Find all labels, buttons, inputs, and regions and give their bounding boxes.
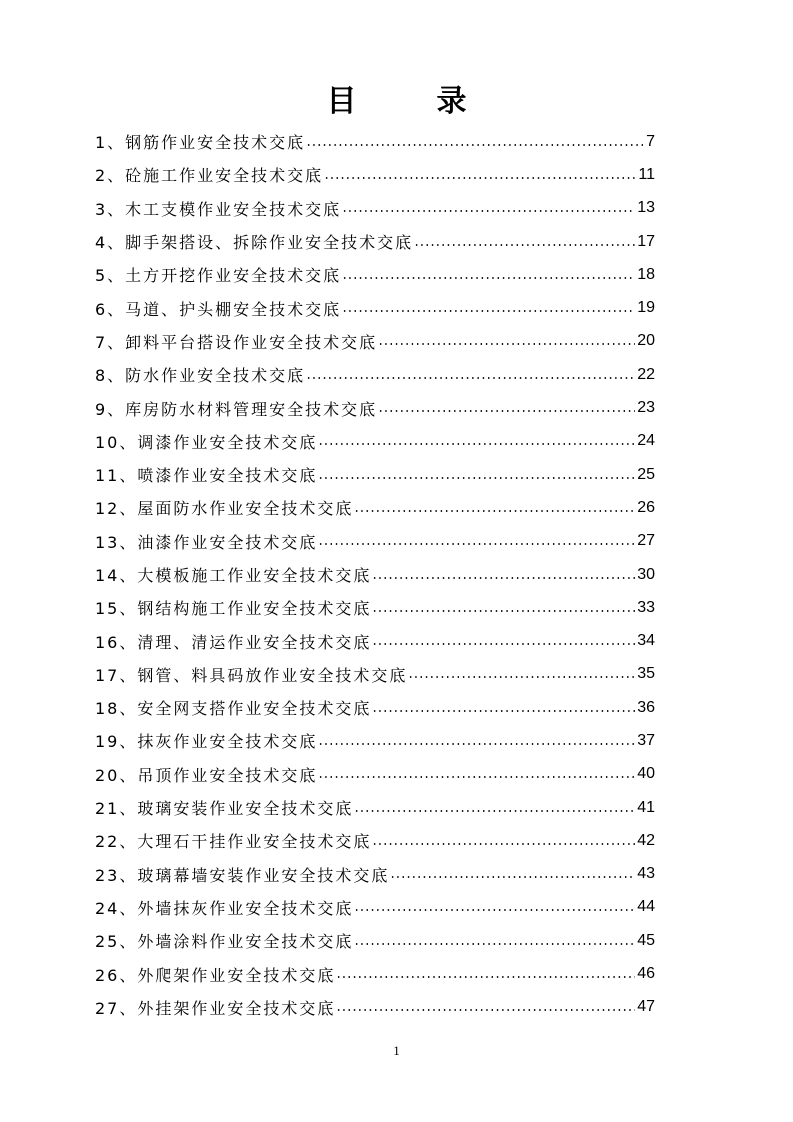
toc-entry-title: 21、玻璃安装作业安全技术交底 [95, 799, 354, 819]
toc-entry[interactable] [95, 258, 655, 291]
toc-entry-page: 19 [637, 299, 655, 317]
toc-entry-title: 13、油漆作业安全技术交底 [95, 532, 318, 552]
toc-entry-page: 40 [637, 765, 655, 783]
toc-entry-title: 2、砼施工作业安全技术交底 [95, 166, 324, 186]
toc-entry-title: 22、大理石干挂作业安全技术交底 [95, 832, 372, 852]
toc-entry[interactable] [95, 957, 655, 990]
dot-leader [408, 676, 635, 678]
toc-entry-page: 20 [637, 332, 655, 350]
toc-entry-page: 36 [637, 698, 655, 716]
toc-entry-title: 23、玻璃幕墙安装作业安全技术交底 [95, 865, 390, 885]
toc-entry[interactable] [95, 358, 655, 391]
toc-entry-page: 17 [637, 232, 655, 250]
toc-entry-page: 46 [637, 965, 655, 983]
table-of-contents [95, 125, 655, 1024]
toc-entry[interactable] [95, 391, 655, 424]
toc-entry-page: 25 [637, 465, 655, 483]
toc-entry[interactable] [95, 291, 655, 324]
dot-leader [372, 610, 635, 612]
toc-entry-page: 27 [637, 532, 655, 550]
toc-entry-title: 20、吊顶作业安全技术交底 [95, 765, 318, 785]
toc-entry[interactable] [95, 491, 655, 524]
toc-entry-page: 22 [637, 365, 655, 383]
toc-entry[interactable] [95, 791, 655, 824]
dot-leader [414, 244, 635, 246]
toc-entry-page: 24 [637, 432, 655, 450]
toc-entry-title: 17、钢管、料具码放作业安全技术交底 [95, 665, 408, 685]
toc-entry-title: 24、外墙抹灰作业安全技术交底 [95, 898, 354, 918]
toc-entry-page: 23 [637, 399, 655, 417]
dot-leader [318, 543, 635, 545]
dot-leader [336, 976, 635, 978]
toc-entry-title: 9、库房防水材料管理安全技术交底 [95, 399, 378, 419]
toc-entry[interactable] [95, 858, 655, 891]
toc-entry-page: 42 [637, 831, 655, 849]
dot-leader [390, 876, 635, 878]
dot-leader [372, 843, 635, 845]
toc-entry-title: 1、钢筋作业安全技术交底 [95, 133, 306, 153]
dot-leader [372, 577, 635, 579]
toc-entry-page: 41 [637, 798, 655, 816]
toc-entry-title: 16、清理、清运作业安全技术交底 [95, 632, 372, 652]
toc-entry[interactable] [95, 525, 655, 558]
toc-entry-title: 3、木工支模作业安全技术交底 [95, 199, 342, 219]
toc-entry[interactable] [95, 458, 655, 491]
dot-leader [378, 343, 635, 345]
toc-entry[interactable] [95, 325, 655, 358]
dot-leader [354, 810, 635, 812]
page-title [0, 76, 793, 120]
toc-entry-page: 43 [637, 865, 655, 883]
page-number: 1 [393, 1043, 400, 1058]
dot-leader [342, 210, 635, 212]
dot-leader [354, 510, 635, 512]
toc-entry[interactable] [95, 192, 655, 225]
toc-entry-title: 15、钢结构施工作业安全技术交底 [95, 599, 372, 619]
toc-entry[interactable] [95, 724, 655, 757]
toc-entry-title: 4、脚手架搭设、拆除作业安全技术交底 [95, 233, 414, 253]
dot-leader [342, 277, 635, 279]
dot-leader [318, 776, 635, 778]
toc-entry-page: 18 [637, 265, 655, 283]
toc-entry-page: 30 [637, 565, 655, 583]
dot-leader [306, 144, 643, 146]
dot-leader [318, 443, 635, 445]
toc-entry[interactable] [95, 125, 655, 158]
toc-entry-title: 19、抹灰作业安全技术交底 [95, 732, 318, 752]
toc-entry-title: 18、安全网支搭作业安全技术交底 [95, 699, 372, 719]
dot-leader [354, 943, 635, 945]
toc-entry[interactable] [95, 924, 655, 957]
toc-entry-page: 11 [638, 165, 655, 183]
toc-entry-title: 5、土方开挖作业安全技术交底 [95, 266, 342, 286]
toc-entry[interactable] [95, 691, 655, 724]
toc-entry[interactable] [95, 591, 655, 624]
dot-leader [318, 743, 635, 745]
dot-leader [372, 710, 635, 712]
toc-entry-title: 25、外墙涂料作业安全技术交底 [95, 932, 354, 952]
toc-entry-title: 6、马道、护头棚安全技术交底 [95, 299, 342, 319]
toc-entry-page: 44 [637, 898, 655, 916]
toc-entry-page: 34 [637, 632, 655, 650]
toc-entry-page: 7 [646, 132, 655, 150]
toc-entry-page: 35 [637, 665, 655, 683]
dot-leader [306, 377, 635, 379]
toc-entry-title: 7、卸料平台搭设作业安全技术交底 [95, 332, 378, 352]
dot-leader [372, 643, 635, 645]
dot-leader [378, 410, 635, 412]
toc-entry[interactable] [95, 425, 655, 458]
dot-leader [324, 177, 636, 179]
dot-leader [354, 909, 635, 911]
title-char-2: 录 [436, 84, 467, 119]
toc-entry[interactable] [95, 158, 655, 191]
toc-entry[interactable] [95, 658, 655, 691]
toc-entry-page: 13 [637, 199, 655, 217]
title-char-1: 目 [326, 84, 357, 119]
toc-entry-title: 11、喷漆作业安全技术交底 [95, 466, 318, 486]
toc-entry-page: 45 [637, 931, 655, 949]
toc-entry-title: 27、外挂架作业安全技术交底 [95, 998, 336, 1018]
toc-entry-page: 26 [637, 498, 655, 516]
toc-entry[interactable] [95, 225, 655, 258]
toc-entry-title: 12、屋面防水作业安全技术交底 [95, 499, 354, 519]
dot-leader [342, 310, 635, 312]
toc-entry-title: 14、大模板施工作业安全技术交底 [95, 566, 372, 585]
toc-entry-page: 37 [637, 731, 655, 749]
toc-entry[interactable] [95, 758, 655, 791]
toc-entry[interactable] [95, 558, 655, 591]
toc-entry-page: 47 [637, 998, 655, 1016]
toc-entry-title: 10、调漆作业安全技术交底 [95, 432, 318, 452]
toc-entry[interactable] [95, 891, 655, 924]
toc-entry[interactable] [95, 624, 655, 657]
toc-entry[interactable] [95, 824, 655, 857]
dot-leader [318, 477, 635, 479]
toc-entry-title: 8、防水作业安全技术交底 [95, 366, 306, 386]
toc-entry-title: 26、外爬架作业安全技术交底 [95, 965, 336, 985]
dot-leader [336, 1009, 635, 1011]
toc-entry[interactable] [95, 991, 655, 1024]
toc-entry-page: 33 [637, 598, 655, 616]
